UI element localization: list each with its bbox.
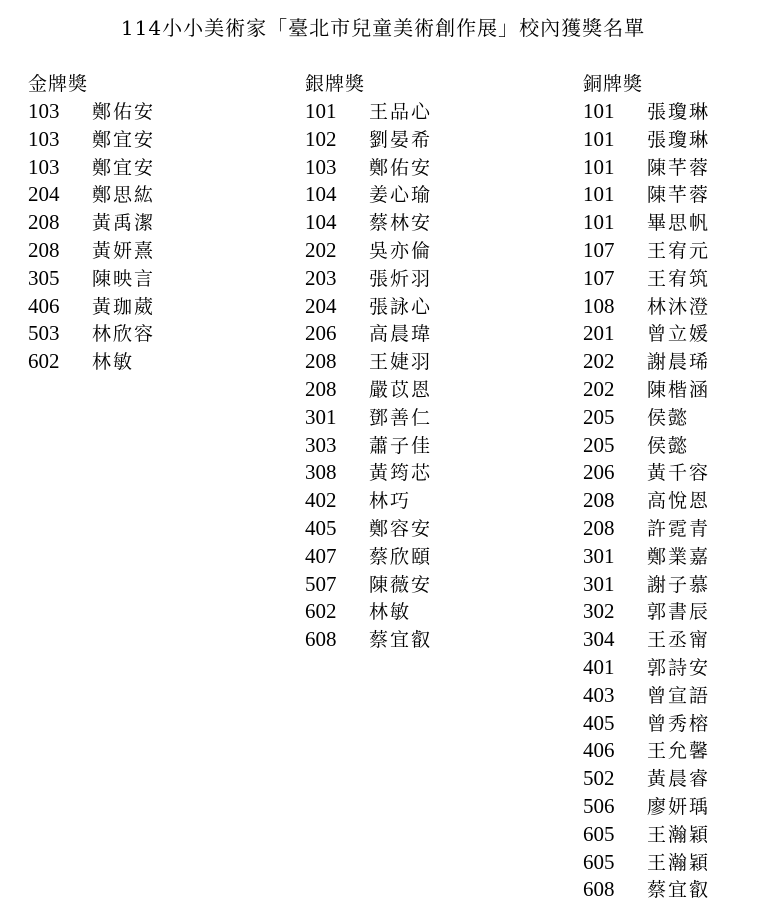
bronze-award-entry	[583, 876, 710, 904]
student-name: 陳薇安	[369, 573, 433, 596]
bronze-award-entry	[583, 459, 710, 487]
class-number: 608	[583, 877, 615, 902]
gold-award-entry	[28, 181, 155, 209]
student-name: 謝子慕	[647, 573, 711, 596]
class-number: 201	[583, 321, 615, 346]
student-name: 陳楷涵	[647, 378, 711, 401]
bronze-award-entry	[583, 98, 710, 126]
student-name: 張瓊琳	[647, 101, 711, 123]
class-number: 506	[583, 793, 615, 818]
class-number: 402	[305, 488, 337, 513]
bronze-award-entry	[583, 293, 710, 321]
student-name: 郭詩安	[647, 656, 711, 679]
gold-award-entry	[28, 154, 155, 182]
student-name: 蔡宜叡	[647, 879, 711, 902]
student-name: 王品心	[369, 101, 433, 123]
gold-award-entry	[28, 126, 155, 154]
class-number: 208	[583, 488, 615, 513]
class-number: 208	[305, 349, 337, 374]
class-number: 205	[583, 404, 615, 429]
class-number: 303	[305, 432, 337, 457]
class-number: 204	[28, 182, 60, 207]
bronze-award-entry	[583, 626, 710, 654]
class-number: 206	[583, 460, 615, 485]
class-number: 101	[583, 210, 615, 235]
student-name: 侯懿	[647, 406, 690, 429]
student-name: 侯懿	[647, 434, 690, 457]
bronze-award-entry	[583, 543, 710, 571]
silver-award-entry	[305, 154, 432, 182]
class-number: 507	[305, 571, 337, 596]
bronze-award-entry	[583, 515, 710, 543]
silver-award-entry	[305, 598, 432, 626]
class-number: 502	[583, 766, 615, 791]
student-name: 鄭宜安	[92, 128, 156, 151]
gold-award-entry	[28, 209, 155, 237]
student-name: 王婕羽	[369, 351, 433, 374]
class-number: 401	[583, 654, 615, 679]
silver-award-entry	[305, 181, 432, 209]
bronze-award-entry	[583, 710, 710, 738]
class-number: 108	[583, 293, 615, 318]
class-number: 608	[305, 627, 337, 652]
silver-award-entry	[305, 98, 432, 126]
class-number: 101	[305, 99, 337, 123]
student-name: 鄭業嘉	[647, 545, 711, 568]
class-number: 202	[583, 349, 615, 374]
gold-award-entry	[28, 265, 155, 293]
class-number: 101	[583, 126, 615, 151]
student-name: 畢思帆	[647, 212, 711, 235]
student-name: 黃禹潔	[92, 212, 156, 235]
student-name: 鄭宜安	[92, 156, 156, 179]
gold-award-column	[28, 70, 155, 376]
bronze-award-heading: 銅牌獎	[583, 73, 644, 95]
silver-award-entry	[305, 626, 432, 654]
bronze-award-entry	[583, 849, 710, 877]
student-name: 鄭容安	[369, 517, 433, 540]
class-number: 103	[305, 154, 337, 179]
gold-award-heading: 金牌獎	[28, 73, 89, 95]
class-number: 305	[28, 265, 60, 290]
bronze-award-entry	[583, 571, 710, 599]
student-name: 林敏	[369, 601, 412, 624]
class-number: 406	[28, 293, 60, 318]
silver-award-column	[305, 70, 432, 654]
student-name: 鄭佑安	[92, 101, 156, 123]
class-number: 605	[583, 821, 615, 846]
class-number: 405	[583, 710, 615, 735]
student-name: 謝晨琋	[647, 351, 711, 374]
student-name: 蕭子佳	[369, 434, 433, 457]
student-name: 鄧善仁	[369, 406, 433, 429]
bronze-award-entry	[583, 320, 710, 348]
class-number: 102	[305, 126, 337, 151]
class-number: 101	[583, 154, 615, 179]
class-number: 104	[305, 210, 337, 235]
bronze-award-entry	[583, 793, 710, 821]
class-number: 405	[305, 515, 337, 540]
class-number: 301	[583, 571, 615, 596]
class-number: 208	[28, 210, 60, 235]
student-name: 蔡林安	[369, 212, 433, 235]
page-title: 114小小美術家「臺北市兒童美術創作展」校內獲獎名單	[120, 16, 646, 40]
gold-award-entry	[28, 98, 155, 126]
student-name: 陳映言	[92, 267, 156, 290]
silver-award-entry	[305, 265, 432, 293]
student-name: 陳芊蓉	[647, 184, 711, 207]
class-number: 208	[305, 376, 337, 401]
student-name: 王宥筑	[647, 267, 711, 290]
student-name: 王允馨	[647, 740, 711, 763]
gold-award-entry	[28, 348, 155, 376]
student-name: 高晨瑋	[369, 323, 433, 346]
class-number: 103	[28, 126, 60, 151]
bronze-award-entry	[583, 598, 710, 626]
bronze-award-entry	[583, 126, 710, 154]
class-number: 208	[28, 237, 60, 262]
silver-award-entry	[305, 348, 432, 376]
class-number: 103	[28, 99, 60, 123]
bronze-award-entry	[583, 348, 710, 376]
class-number: 301	[583, 543, 615, 568]
student-name: 黃妍熹	[92, 239, 156, 262]
bronze-award-column	[583, 70, 710, 904]
student-name: 王宥元	[647, 239, 711, 262]
bronze-award-entry	[583, 154, 710, 182]
silver-award-entry	[305, 237, 432, 265]
class-number: 308	[305, 460, 337, 485]
student-name: 鄭思紘	[92, 184, 156, 207]
class-number: 302	[583, 599, 615, 624]
silver-award-entry	[305, 543, 432, 571]
gold-award-entry	[28, 237, 155, 265]
class-number: 104	[305, 182, 337, 207]
class-number: 202	[305, 237, 337, 262]
class-number: 107	[583, 237, 615, 262]
student-name: 郭書辰	[647, 601, 711, 624]
silver-award-entry	[305, 293, 432, 321]
student-name: 嚴苡恩	[369, 378, 433, 401]
bronze-award-entry	[583, 654, 710, 682]
class-number: 103	[28, 154, 60, 179]
student-name: 曾立媛	[647, 323, 711, 346]
class-number: 406	[583, 738, 615, 763]
student-name: 林敏	[92, 351, 135, 374]
bronze-award-entry	[583, 237, 710, 265]
bronze-award-entry	[583, 432, 710, 460]
silver-award-heading: 銀牌獎	[305, 73, 366, 95]
class-number: 203	[305, 265, 337, 290]
bronze-award-entry	[583, 821, 710, 849]
student-name: 黃千容	[647, 462, 711, 485]
class-number: 101	[583, 182, 615, 207]
silver-award-entry	[305, 126, 432, 154]
student-name: 曾宣語	[647, 684, 711, 707]
student-name: 黃珈葳	[92, 295, 156, 318]
class-number: 602	[305, 599, 337, 624]
class-number: 206	[305, 321, 337, 346]
student-name: 王瀚穎	[647, 823, 711, 846]
class-number: 605	[583, 849, 615, 874]
bronze-award-entry	[583, 404, 710, 432]
silver-award-entry	[305, 571, 432, 599]
student-name: 廖妍瑀	[647, 795, 711, 818]
gold-award-entry	[28, 293, 155, 321]
student-name: 陳芊蓉	[647, 156, 711, 179]
class-number: 204	[305, 293, 337, 318]
student-name: 張瓊琳	[647, 128, 711, 151]
gold-award-entry	[28, 320, 155, 348]
class-number: 208	[583, 515, 615, 540]
class-number: 403	[583, 682, 615, 707]
silver-award-entry	[305, 487, 432, 515]
student-name: 曾秀榕	[647, 712, 711, 735]
student-name: 王瀚穎	[647, 851, 711, 874]
student-name: 黃晨睿	[647, 768, 711, 791]
student-name: 林沐澄	[647, 295, 711, 318]
bronze-award-entry	[583, 181, 710, 209]
silver-award-entry	[305, 404, 432, 432]
class-number: 101	[583, 99, 615, 123]
class-number: 205	[583, 432, 615, 457]
class-number: 107	[583, 265, 615, 290]
silver-award-entry	[305, 515, 432, 543]
class-number: 503	[28, 321, 60, 346]
class-number: 602	[28, 349, 60, 374]
bronze-award-entry	[583, 765, 710, 793]
student-name: 劉晏希	[369, 128, 433, 151]
student-name: 鄭佑安	[369, 156, 433, 179]
bronze-award-entry	[583, 209, 710, 237]
bronze-award-entry	[583, 682, 710, 710]
student-name: 張詠心	[369, 295, 433, 318]
student-name: 姜心瑜	[369, 184, 433, 207]
bronze-award-entry	[583, 737, 710, 765]
silver-award-entry	[305, 209, 432, 237]
student-name: 蔡宜叡	[369, 629, 433, 652]
bronze-award-entry	[583, 487, 710, 515]
class-number: 304	[583, 627, 615, 652]
silver-award-entry	[305, 320, 432, 348]
bronze-award-entry	[583, 265, 710, 293]
student-name: 黃筠芯	[369, 462, 433, 485]
student-name: 高悅恩	[647, 490, 711, 513]
student-name: 吳亦倫	[369, 239, 433, 262]
silver-award-entry	[305, 459, 432, 487]
class-number: 301	[305, 404, 337, 429]
class-number: 202	[583, 376, 615, 401]
bronze-award-entry	[583, 376, 710, 404]
class-number: 407	[305, 543, 337, 568]
student-name: 林欣容	[92, 323, 156, 346]
silver-award-entry	[305, 376, 432, 404]
silver-award-entry	[305, 432, 432, 460]
student-name: 蔡欣頤	[369, 545, 433, 568]
student-name: 王丞甯	[647, 629, 711, 652]
student-name: 許霓青	[647, 517, 711, 540]
student-name: 張炘羽	[369, 267, 433, 290]
student-name: 林巧	[369, 490, 412, 513]
